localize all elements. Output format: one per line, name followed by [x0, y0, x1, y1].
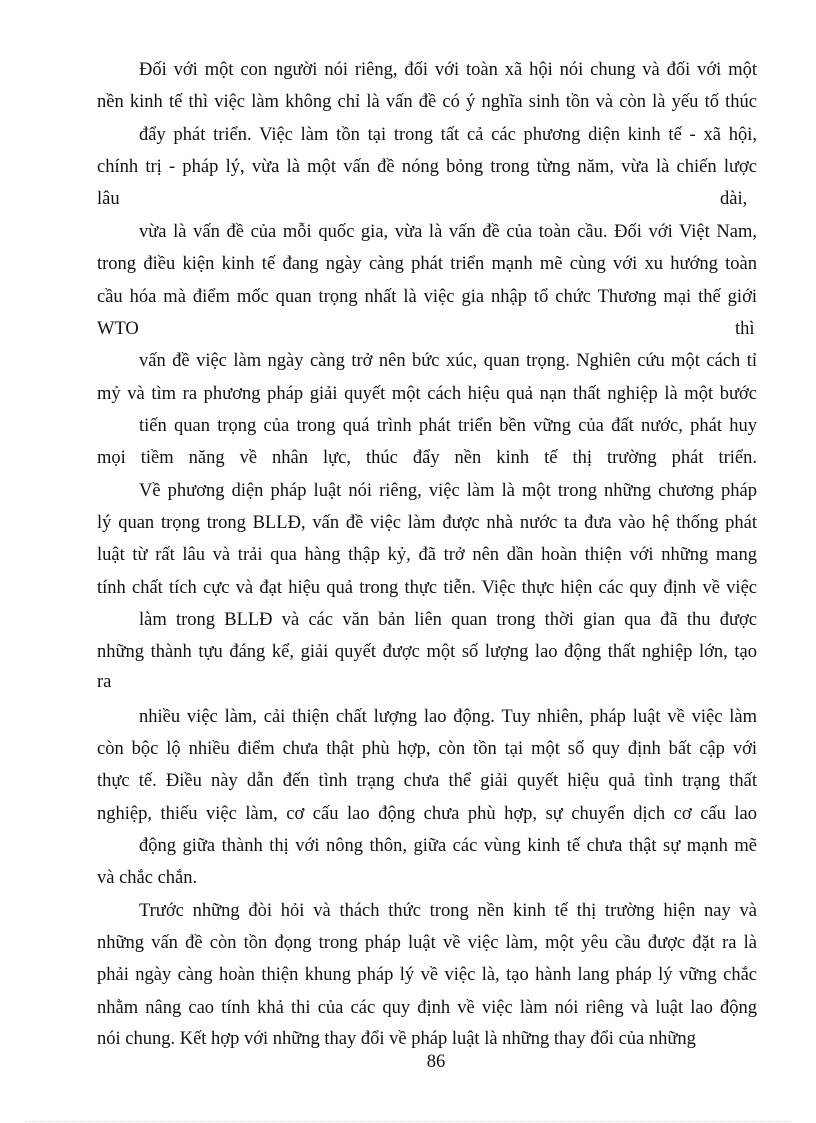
text-line: WTO [97, 319, 139, 339]
text-line: tính chất tích cực và đạt hiệu quả trong thực tiễn. Việc thực hiện các quy định về việc [97, 578, 757, 598]
text-line: Về phương diện pháp luật nói riêng, việc làm là một trong những chương pháp [139, 481, 757, 501]
text-line: cầu hóa mà điểm mốc quan trọng nhất là việc gia nhập tổ chức Thương mại thế giới [97, 287, 757, 307]
text-line: mỷ và tìm ra phương pháp giải quyết một cách hiệu quả nạn thất nghiệp là một bước [97, 384, 757, 404]
text-line: chính trị - pháp lý, vừa là một vấn đề nóng bỏng trong từng năm, vừa là chiến lược [97, 157, 757, 177]
text-line: Trước những đòi hỏi và thách thức trong nền kinh tế thị trường hiện nay và [139, 901, 757, 921]
text-line: nghiệp, thiếu việc làm, cơ cấu lao động chưa phù hợp, sự chuyển dịch cơ cấu lao [97, 804, 757, 824]
text-line: nhằm nâng cao tính khả thi của các quy định về việc làm nói riêng và luật lao động [97, 998, 757, 1018]
text-line: dài, [720, 189, 748, 209]
text-line: và chắc chắn. [97, 868, 198, 888]
text-line: nền kinh tế thì việc làm không chỉ là vấn đề có ý nghĩa sinh tồn và còn là yếu tố thúc [97, 92, 757, 112]
text-line: những thành tựu đáng kể, giải quyết được một số lượng lao động thất nghiệp lớn, tạo [97, 642, 757, 662]
text-line: mọi tiềm năng về nhân lực, thúc đẩy nền kinh tế thị trường phát triển. [97, 448, 757, 468]
text-line: trong điều kiện kinh tế đang ngày càng phát triển mạnh mẽ cùng với xu hướng toàn [97, 254, 757, 274]
text-line: ra [97, 672, 112, 692]
text-line: vừa là vấn đề của mỗi quốc gia, vừa là vấn đề của toàn cầu. Đối với Việt Nam, [139, 222, 757, 242]
text-line: tiến quan trọng của trong quá trình phát triển bền vững của đất nước, phát huy [139, 416, 757, 436]
page-number: 86 [426, 1052, 446, 1072]
text-line: thì [735, 319, 755, 339]
text-line: nhiều việc làm, cải thiện chất lượng lao động. Tuy nhiên, pháp luật về việc làm [139, 707, 757, 727]
text-line: những vấn đề còn tồn đọng trong pháp luật về việc làm, một yêu cầu được đặt ra là [97, 933, 757, 953]
text-line: động giữa thành thị với nông thôn, giữa các vùng kinh tế chưa thật sự mạnh mẽ [139, 836, 757, 856]
text-line: thực tế. Điều này dẫn đến tình trạng chưa thể giải quyết hiệu quả tình trạng thất [97, 771, 757, 791]
text-line: đẩy phát triển. Việc làm tồn tại trong tất cả các phương diện kinh tế - xã hội, [139, 125, 757, 145]
text-line: phải ngày càng hoàn thiện khung pháp lý về việc là, tạo hành lang pháp lý vững chắc [97, 965, 757, 985]
text-line: làm trong BLLĐ và các văn bản liên quan trong thời gian qua đã thu được [139, 610, 757, 630]
text-line: luật từ rất lâu và trải qua hàng thập kỷ, đã trở nên dần hoàn thiện với những mang [97, 545, 757, 565]
text-line: còn bộc lộ nhiều điểm chưa thật phù hợp, còn tồn tại một số quy định bất cập với [97, 739, 757, 759]
text-line: nói chung. Kết hợp với những thay đổi về pháp luật là những thay đổi của những [97, 1029, 696, 1049]
page-bottom-divider [25, 1121, 791, 1122]
text-line: Đối với một con người nói riêng, đối với toàn xã hội nói chung và đối với một [139, 60, 757, 80]
text-line: vấn đề việc làm ngày càng trở nên bức xúc, quan trọng. Nghiên cứu một cách tỉ [139, 351, 757, 371]
text-line: lâu [97, 189, 120, 209]
text-line: lý quan trọng trong BLLĐ, vấn đề việc làm được nhà nước ta đưa vào hệ thống phát [97, 513, 757, 533]
